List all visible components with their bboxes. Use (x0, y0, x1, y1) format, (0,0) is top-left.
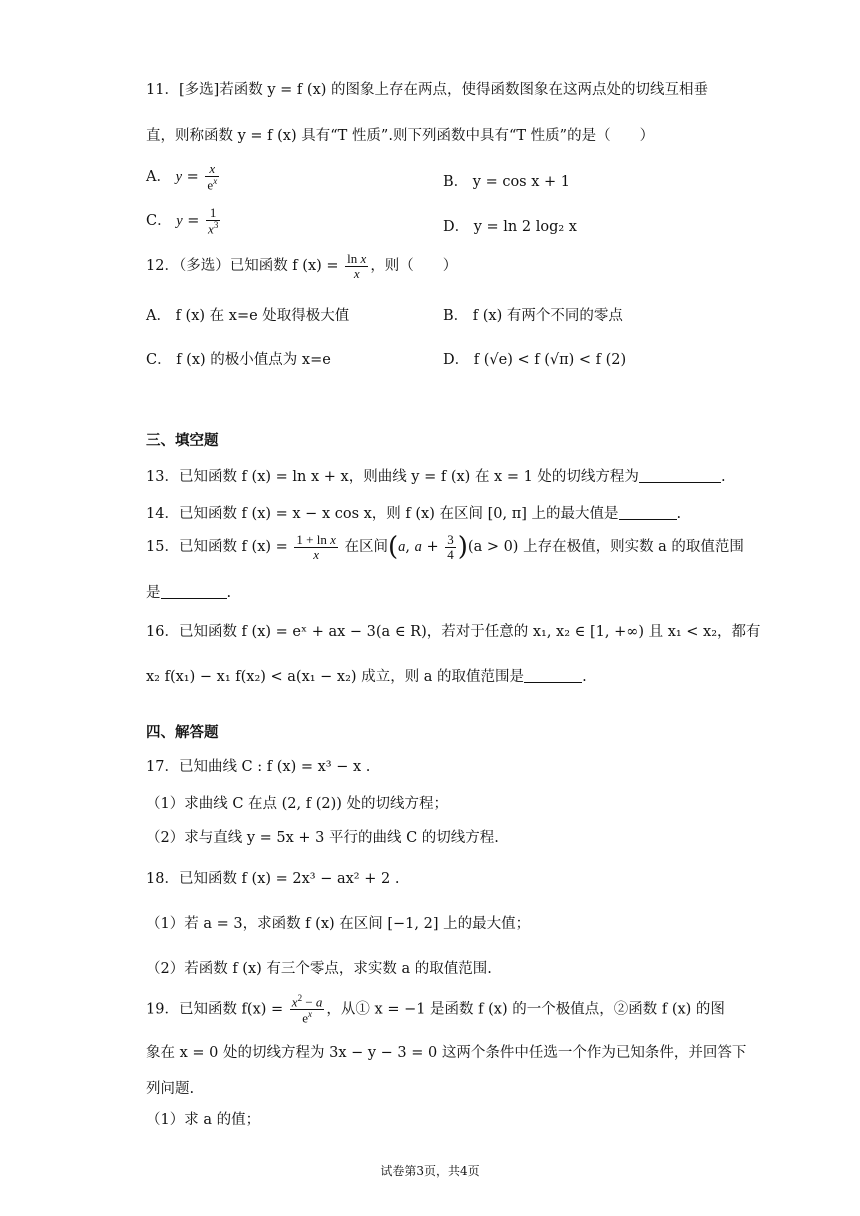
fraction-1-over-x3: $\frac{1}{x^3}$ (208, 205, 219, 236)
q12-option-a: A． f (x) 在 x=e 处取得极大值 (146, 308, 350, 324)
q15-start: 15．已知函数 f (x) = (146, 539, 288, 555)
answer-blank (619, 507, 677, 520)
q19-line3: 列问题. (146, 1081, 195, 1097)
q11-option-a: A． y = $\frac{x}{e^x}$ (146, 161, 218, 192)
q18-part1: （1）若 a = 3，求函数 f (x) 在区间 [−1, 2] 上的最大值； (146, 916, 531, 932)
fraction-x2ma-over-ex: $\frac{x^2 - a}{e^x}$ (291, 993, 323, 1026)
q15-end: (a > 0) 上存在极值，则实数 a 的取值范围 (467, 539, 744, 555)
q16-line1: 16．已知函数 f (x) = eˣ + ax − 3(a ∈ R)，若对于任意的 x₁, x₂ ∈ [1, +∞) 且 x₁ < x₂，都有 (146, 624, 761, 640)
q19-end: ，从① x = −1 是函数 f (x) 的一个极值点，②函数 f (x) 的图 (326, 1001, 725, 1018)
fraction-x-over-ex: $\frac{x}{e^x}$ (207, 161, 218, 192)
q12-stem (146, 252, 457, 280)
answer-blank (639, 470, 721, 483)
q17-part2: （2）求与直线 y = 5x + 3 平行的曲线 C 的切线方程. (146, 830, 499, 846)
q12-option-b: B． f (x) 有两个不同的零点 (443, 308, 623, 324)
answer-blank (524, 670, 582, 683)
q16-line2: x₂ f(x₁) − x₁ f(x₂) < a(x₁ − x₂) 成立，则 a 的取值范围是 . (146, 669, 587, 685)
q11-option-c-label: C． (146, 212, 172, 229)
q12-option-c: C． f (x) 的极小值点为 x=e (146, 352, 331, 368)
q17-part1: （1）求曲线 C 在点 (2, f (2)) 处的切线方程； (146, 796, 449, 812)
q11-line1: 11．[多选]若函数 y = f (x) 的图象上存在两点，使得函数图象在这两点处的切线互相垂 (146, 82, 709, 98)
q19-start: 19．已知函数 f(x) = (146, 1001, 284, 1018)
q11-option-d: D． y = ln 2 log₂ x (443, 219, 577, 235)
q17-stem: 17．已知曲线 C : f (x) = x³ − x . (146, 759, 371, 775)
fraction-3-over-4: $\frac{3}{4}$ (447, 531, 454, 562)
q12-stem-start: 12．（多选）已知函数 f (x) = (146, 258, 339, 275)
q18-stem: 18．已知函数 f (x) = 2x³ − ax² + 2 . (146, 871, 400, 887)
q14-text: 14．已知函数 f (x) = x − x cos x，则 f (x) 在区间 [0, π] 上的最大值是 (146, 506, 619, 522)
section-heading-fill-blank: 三、填空题 (146, 433, 219, 449)
q11-option-c: C． y = $\frac{1}{x^3}$ (146, 205, 219, 236)
q16-line2-text: x₂ f(x₁) − x₁ f(x₂) < a(x₁ − x₂) 成立，则 a 的取值范围是 (146, 669, 525, 685)
fraction-lnx-over-x: $\frac{\text{ln x}}{x}$ (347, 251, 367, 281)
q11-option-a-label: A． (146, 168, 171, 185)
q19-line2: 象在 x = 0 处的切线方程为 3x − y − 3 = 0 这两个条件中任选一个作为已知条件，并回答下 (146, 1045, 747, 1061)
section-heading-answer: 四、解答题 (146, 725, 219, 741)
answer-blank (161, 586, 227, 599)
fraction-1plnx-over-x: $\frac{\text{1 + ln x}}{x}$ (296, 531, 336, 562)
page-footer: 试卷第3页，共4页 (380, 1164, 480, 1178)
q14: 14．已知函数 f (x) = x − x cos x，则 f (x) 在区间 [0, π] 上的最大值是 . (146, 506, 682, 522)
q15-line2-text: 是 (146, 585, 161, 601)
q19-line1 (146, 994, 725, 1025)
q15-line1: 15．已知函数 f (x) = $\frac{\text{1 + ln x}}{x}$ 在区间(a, a + $\frac{3}{4}$ )(a > 0) 上存在极值，则实数 a 的取值范围 (146, 531, 744, 562)
q11-line2: 直，则称函数 y = f (x) 具有“T 性质”.则下列函数中具有“T 性质”的是（ ） (146, 128, 655, 144)
q13-text: 13．已知函数 f (x) = ln x + x，则曲线 y = f (x) 在 x = 1 处的切线方程为 (146, 469, 639, 485)
q15-line2: 是 . (146, 585, 232, 601)
q18-part2: （2）若函数 f (x) 有三个零点，求实数 a 的取值范围. (146, 961, 492, 977)
q13: 13．已知函数 f (x) = ln x + x，则曲线 y = f (x) 在 x = 1 处的切线方程为 . (146, 469, 726, 485)
q12-option-d: D． f (√e) < f (√π) < f (2) (443, 352, 627, 368)
q11-option-b: B． y = cos x + 1 (443, 174, 570, 190)
q15-mid: 在区间 (344, 539, 388, 555)
q19-part1: （1）求 a 的值； (146, 1112, 261, 1128)
q12-stem-end: ，则（ ） (370, 258, 458, 275)
